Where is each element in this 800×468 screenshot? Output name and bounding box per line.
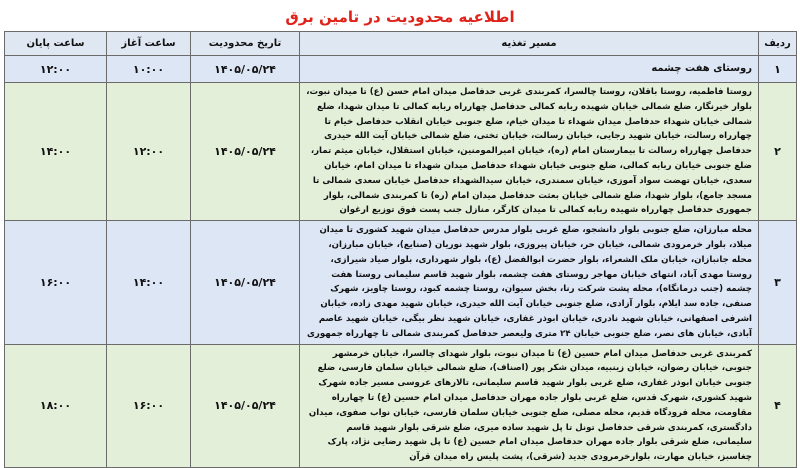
route-cell: کمربندی غربی حدفاصل میدان امام حسین (ع) تا میدان نبوت، بلوار شهدای چالسرا، خیابان خرمشهر جنوبی، خیابان رضوان، خیابان زینبیه، میدان شکر پور (اصناف)، ضلع شمالی خیابان سلمان فارسی، ضلع جنوبی خیابان ابوذر غفاری، ضلع غربی بلوار شهید قاسم سلیمانی، تالارهای عروسی مسیر جاده شهرک شهید کشوری، شهرک قدس، ضلع غربی بلوار جاده مهران حدفاصل میدان امام حسین (ع) تا چهارراه مقاومت، محله فرودگاه قدیم، محله مصلی، ضلع جنوبی خیابان سلمان فارسی، خیابان نواب صفوی، میدان دادگستری، کمربندی شرقی حدفاصل تونل تا پل شهید ساده میری، ضلع شرقی بلوار شهید قاسم سلیمانی، ضلع شرقی بلوار جاده مهران حدفاصل میدان امام حسین (ع) تا پل شهید رضایی نژاد، پارک چغاسبز، خیابان مهارت، بلوارخرمرودی جدید (شرقی)، پشت پلیس راه میدان قرآن [300,344,759,467]
end-time-cell: ۱۲:۰۰ [5,56,107,83]
date-cell: ۱۴۰۵/۰۵/۲۴ [191,221,300,344]
start-time-cell: ۱۶:۰۰ [107,344,191,467]
outage-table [4,31,797,468]
header-row-number: ردیف [759,32,797,56]
route-cell: روستا فاطمیه، روستا باقلان، روستا چالسرا، کمربندی غربی حدفاصل میدان امام حسن (ع) تا میدان نبوت، بلوار خیرنگار، ضلع شمالی خیابان شهیده ربابه کمالی حدفاصل چهارراه ربابه کمالی تا میدان شهدا، ضلع شمالی خیابان شهداء حدفاصل میدان شهداء تا میدان خیام، ضلع جنوبی خیابان انقلاب حدفاصل خیام تا چهارراه رسالت، خیابان شهید رجایی، خیابان رسالت، خیابان تختی، ضلع شمالی خیابان آیت الله حیدری حدفاصل چهارراه رسالت تا بیمارستان امام (ره)، خیابان امیرالمومنین، خیابان استقلال، خیابان میثم تمار، ضلع جنوبی خیابان ربابه کمالی، ضلع جنوبی خیابان شهداء حدفاصل میدان شهداء تا میدان امام، خیابان سعدی، خیابان تهضت سواد آموزی، خیابان سمندری، خیابان سیدالشهداء حدفاصل خیابان سعدی شمالی تا مسجد جامع)، بلوار شهدا، ضلع شمالی خیابان بعثت حدفاصل میدان امام (ره) تا کمربندی شمالی، بلوار جمهوری حدفاصل چهارراه شهیده ربابه کمالی تا میدان کارگر، منازل جنب پست فوق توزیع ارغوان [300,83,759,221]
date-cell: ۱۴۰۵/۰۵/۲۴ [191,83,300,221]
start-time-cell: ۱۰:۰۰ [107,56,191,83]
table-row [5,56,797,83]
table-row [5,221,797,344]
row-number: ۴ [759,344,797,467]
end-time-cell: ۱۶:۰۰ [5,221,107,344]
row-number: ۲ [759,83,797,221]
date-cell: ۱۴۰۵/۰۵/۲۴ [191,56,300,83]
table-row [5,83,797,221]
row-number: ۱ [759,56,797,83]
date-cell: ۱۴۰۵/۰۵/۲۴ [191,344,300,467]
route-cell: محله مبارزان، ضلع جنوبی بلوار دانشجو، ضلع غربی بلوار مدرس حدفاصل میدان شهید کشوری تا میدان میلاد، بلوار خرمرودی شمالی، خیابان حر، خیابان پیروزی، بلوار شهید نوریان (صنایع)، خیابان مبارزان، محله جانبازان، خیابان ملک الشعراء، بلوار حضرت ابوالفضل (ع)، بلوار شهرداری، بلوار صیاد شیرازی، روستا مهدی آباد، انتهای خیابان مهاجر روستای هفت چشمه، بلوار شهید قاسم سلیمانی روستا هفت چشمه (جنب درمانگاه)، محله پشت شرکت رنا، بخش سیوان، روستا چشمه کبود، روستا چاویز، شهرک صنفی، جاده سد ایلام، بلوار آزادی، ضلع جنوبی خیابان آیت الله حیدری، خیابان شهید مهدی زاده، خیابان اشرفی اصفهانی، خیابان شهید نادری، خیابان ابوذر غفاری، خیابان شهید نظر بیگی، خیابان شهید عاصم آبادی، خیابان های نصر، ضلع جنوبی خیابان ۲۴ متری ولیعصر حدفاصل کمربندی شمالی تا چهارراه جمهوری [300,221,759,344]
end-time-cell: ۱۸:۰۰ [5,344,107,467]
header-start-time: ساعت آغاز [107,32,191,56]
start-time-cell: ۱۲:۰۰ [107,83,191,221]
table-row [5,344,797,467]
route-cell: روستای هفت چشمه [300,56,759,83]
header-date: تاریخ محدودیت [191,32,300,56]
start-time-cell: ۱۴:۰۰ [107,221,191,344]
table-header-row [5,32,797,56]
header-end-time: ساعت پایان [5,32,107,56]
end-time-cell: ۱۴:۰۰ [5,83,107,221]
header-route: مسیر تغذیه [300,32,759,56]
page-title: اطلاعیه محدودیت در تامین برق [285,8,515,26]
row-number: ۳ [759,221,797,344]
